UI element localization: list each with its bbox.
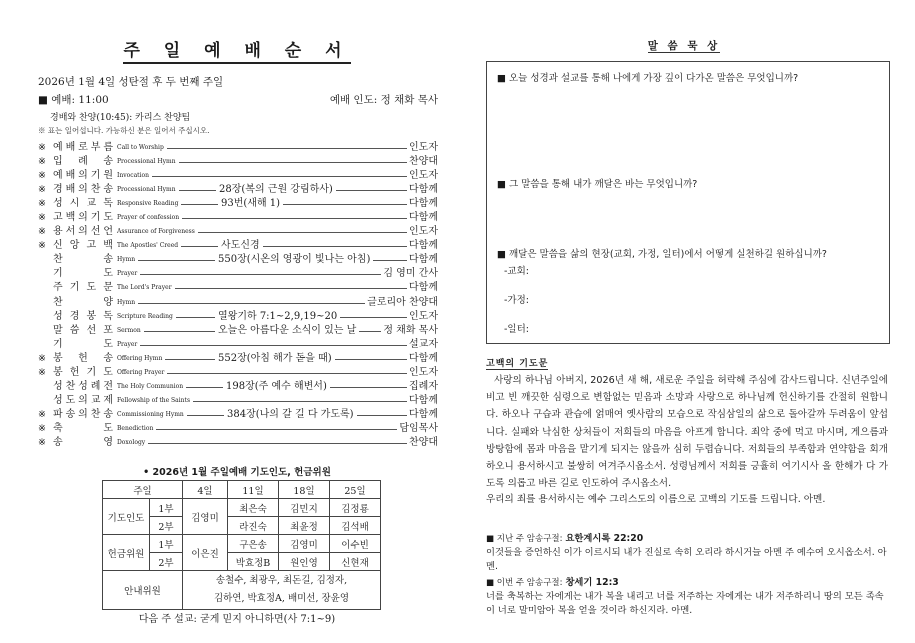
table-cell: 1부 — [150, 535, 183, 553]
order-item — [38, 211, 438, 225]
name-char: 영 — [103, 436, 113, 448]
order-item-detail: 198장(주 예수 해변서) — [226, 380, 327, 392]
name-char: 송 — [65, 408, 76, 420]
meditation-title: 말 씀 묵 상 — [647, 40, 721, 52]
table-header: 주일 — [103, 481, 183, 499]
order-item — [38, 366, 438, 380]
order-item-role: 다함께 — [409, 282, 438, 294]
question-1: ■ 오늘 성경과 설교를 통해 나에게 가장 깊이 다가온 말씀은 무엇입니까? — [497, 73, 799, 84]
order-item — [38, 436, 438, 450]
prayer-body: 사랑의 하나님 아버지, 2026년 새 해, 새로운 주일을 허락해 주심에 감사드립니다. 신년주일에 비고 빈 깨끗한 심령으로 변함없는 믿음과 소망과 사랑으로 하나님께 헌신하기를 간절히 원합니다. 하오나 구습과 관습에 얽매여 옛사람의 모습으로 작심삼일의 삶으로 돌아갈까 두려움이 앞섭니다. 실패와 낙심한 상처들이 저희들의 마음을 아프게 합니다. 죄악 중에 먹고 마시며, 게으름과 방탕함에 몸과 마음을 맡기게 되지는 않을까 심히 두렵습니다. 저희들의 부족함과 연약함을 회개하오니 용서하시고 불쌍히 여겨주시옵소서. 성령님께서 저희를 긍휼히 여기시사 올 한해가 다 가도록 의롭고 바른 길로 인도하여 주시옵소서. — [486, 375, 888, 490]
name-char: 예 — [53, 170, 63, 182]
prayer-title: 고백의 기도문 — [486, 356, 548, 370]
table-cell: 헌금위원 — [103, 535, 150, 571]
name-char: 찬 — [90, 408, 101, 420]
order-item — [38, 239, 438, 253]
table-cell: 최윤정 — [279, 517, 330, 535]
name-char: 시 — [69, 198, 80, 210]
leader-line — [198, 232, 407, 233]
name-char: 서 — [65, 226, 76, 238]
table-header: 25일 — [330, 481, 381, 499]
leader-line — [167, 148, 407, 149]
order-item-english: Benediction — [117, 424, 154, 432]
name-char: 의 — [78, 226, 88, 238]
name-char: 의 — [78, 184, 88, 196]
verse-label: ■ 이번 주 암송구절: — [486, 578, 563, 588]
order-item-name — [53, 366, 113, 380]
order-item-detail: 552장(아침 해가 돋을 때) — [218, 352, 332, 364]
leader-line — [156, 429, 397, 430]
order-item-name — [53, 380, 113, 394]
name-char: 독 — [103, 198, 113, 210]
name-char: 송 — [53, 436, 63, 448]
stand-mark: ※ — [38, 184, 46, 196]
name-char: 헌 — [69, 366, 80, 378]
order-item — [38, 141, 438, 155]
leader-line — [263, 246, 407, 247]
leader-line — [359, 331, 381, 332]
order-item-role: 다함께 — [409, 198, 438, 210]
order-item-english: The Lord's Prayer — [117, 284, 172, 292]
order-item-name — [53, 310, 113, 324]
order-item-english: Call to Worship — [117, 144, 164, 151]
order-item-english: Fellowship of the Saints — [117, 396, 191, 404]
leader-line — [373, 260, 407, 261]
order-item-name — [53, 324, 113, 338]
order-item — [38, 183, 438, 197]
order-item-name — [53, 225, 113, 239]
answer-work: -일터: — [504, 324, 529, 335]
name-char: 선 — [86, 324, 97, 336]
leader-line — [187, 415, 224, 416]
leader-line — [138, 303, 365, 304]
order-item-name — [53, 211, 113, 225]
ushers-line: 김하연, 박효정A, 배미선, 장윤영 — [213, 593, 350, 604]
leader-line — [140, 274, 381, 275]
name-char: 찬 — [53, 296, 63, 308]
committee-title: • 2026년 1월 주일예배 기도인도, 헌금위원 — [143, 467, 331, 478]
verse-label: ■ 지난 주 암송구절: — [486, 534, 563, 544]
order-item-english: Responsive Reading — [117, 200, 179, 208]
name-char: 앙 — [69, 240, 80, 252]
order-item-name — [53, 436, 125, 450]
leader-line — [165, 359, 215, 360]
order-item-role: 인도자 — [409, 170, 438, 182]
leader-line — [340, 317, 407, 318]
stand-mark: ※ — [38, 352, 46, 364]
name-char: 찬 — [65, 380, 76, 392]
order-item-english: Invocation — [117, 172, 149, 180]
name-char: 신 — [53, 240, 63, 252]
stand-mark: ※ — [38, 422, 46, 434]
order-item-role: 인도자 — [409, 226, 438, 238]
order-item-name — [53, 352, 113, 366]
name-char: 고 — [53, 212, 63, 224]
name-char: 성 — [53, 310, 63, 322]
order-item — [38, 338, 438, 352]
service-time: ■ 예배: 11:00 — [38, 94, 109, 106]
table-cell: 김정룡 — [330, 499, 381, 517]
order-item-role: 인도자 — [409, 310, 438, 322]
order-item-name — [53, 155, 113, 169]
leader-line — [176, 317, 215, 318]
table-cell — [183, 571, 381, 610]
name-char: 봉 — [86, 310, 97, 322]
name-char: 교 — [86, 198, 97, 210]
name-char: 도 — [86, 282, 97, 294]
prayer-ending: 우리의 죄를 용서하시는 예수 그리스도의 이름으로 고백의 기도를 드립니다. 아멘. — [486, 494, 826, 505]
leader-line — [167, 373, 407, 374]
leader-line — [148, 443, 407, 444]
order-item — [38, 408, 438, 422]
order-item-english: The Apostles' Creed — [117, 242, 179, 250]
verse-reference: 요한계시록 22:20 — [565, 533, 644, 544]
table-header: 11일 — [228, 481, 279, 499]
name-char: 기 — [69, 282, 80, 294]
leader-line — [181, 204, 218, 205]
name-char: 교 — [90, 394, 101, 406]
name-char: 송 — [103, 254, 113, 266]
table-cell: 구은송 — [228, 535, 279, 553]
name-char: 헌 — [78, 352, 88, 364]
name-char: 성 — [53, 394, 63, 406]
name-char: 부 — [90, 142, 101, 153]
stand-mark: ※ — [38, 226, 46, 238]
name-char: 제 — [103, 394, 113, 406]
order-item-english: Scripture Reading — [117, 312, 173, 320]
order-item — [38, 281, 438, 295]
name-char: 도 — [103, 338, 113, 350]
order-item-role: 다함께 — [409, 352, 438, 364]
name-char: 예 — [53, 142, 63, 153]
table-header: 18일 — [279, 481, 330, 499]
table-row — [103, 571, 381, 610]
name-char: 포 — [103, 324, 113, 336]
order-of-service — [38, 141, 438, 450]
name-char: 주 — [53, 282, 63, 294]
table-cell: 최은숙 — [228, 499, 279, 517]
stand-mark: ※ — [38, 212, 46, 224]
name-char: 경 — [69, 310, 80, 322]
name-char: 전 — [103, 380, 113, 392]
order-item-role: 글로리아 찬양대 — [367, 296, 438, 308]
table-cell: 라진숙 — [228, 517, 279, 535]
leader-line — [175, 288, 407, 289]
order-item-detail: 28장(복의 근원 강림하사) — [219, 184, 333, 196]
service-time-row — [38, 92, 438, 107]
leader-line — [181, 246, 218, 247]
name-char: 말 — [53, 324, 63, 336]
leader-line — [336, 190, 407, 191]
leader-line — [140, 345, 407, 346]
stand-mark: ※ — [38, 142, 46, 153]
order-item-detail: 열왕기하 7:1~2,9,19~20 — [218, 310, 338, 322]
order-item-role: 다함께 — [409, 212, 438, 224]
name-char: 도 — [103, 268, 113, 280]
name-char: 기 — [86, 366, 97, 378]
name-char: 도 — [103, 212, 113, 224]
order-item-name — [53, 169, 113, 183]
leader-line — [193, 401, 407, 402]
page-title: 주 일 예 배 순 서 — [32, 36, 442, 61]
name-char: 선 — [90, 226, 101, 238]
name-char: 축 — [53, 422, 63, 434]
name-char: 봉 — [53, 352, 63, 364]
name-char: 경 — [53, 184, 63, 196]
name-char: 도 — [65, 394, 76, 406]
leader-line — [182, 218, 407, 219]
order-item-detail: 550장(시온의 영광이 빛나는 아침) — [218, 254, 371, 266]
order-item-english: Assurance of Forgiveness — [117, 228, 195, 236]
table-cell: 이수빈 — [330, 535, 381, 553]
table-cell: 2부 — [150, 517, 183, 535]
name-char: 성 — [53, 380, 63, 392]
order-item — [38, 267, 438, 281]
order-item-english: Hymn — [117, 298, 136, 306]
name-char: 독 — [103, 310, 113, 322]
name-char: 도 — [103, 366, 113, 378]
name-char: 배 — [65, 142, 76, 153]
name-char: 의 — [78, 394, 88, 406]
name-char: 언 — [103, 226, 113, 238]
leader-line — [186, 387, 223, 388]
stand-mark: ※ — [38, 240, 46, 252]
order-item-name — [53, 281, 113, 295]
leader-line — [152, 176, 407, 177]
order-item-english: Prayer of confession — [117, 214, 180, 222]
order-item-english: Prayer — [117, 270, 138, 278]
order-item-name — [53, 141, 113, 155]
name-char: 기 — [90, 170, 101, 182]
order-item — [38, 296, 438, 310]
table-cell: 2부 — [150, 553, 183, 571]
table-cell: 기도인도 — [103, 499, 150, 535]
name-char: 원 — [103, 170, 113, 182]
order-item-role: 집례자 — [409, 380, 438, 392]
order-item — [38, 394, 438, 408]
order-item-name — [53, 422, 125, 436]
order-item-role: 찬양대 — [409, 436, 438, 448]
name-char: 의 — [78, 170, 88, 182]
this-week-verse — [486, 576, 888, 618]
order-item-role: 인도자 — [409, 142, 438, 153]
order-item-english: Processional Hymn — [117, 186, 176, 194]
order-item — [38, 324, 438, 338]
name-char: 의 — [78, 408, 88, 420]
answer-home: -가정: — [504, 295, 529, 306]
stand-mark: ※ — [38, 170, 46, 182]
name-char: 입 — [53, 156, 63, 168]
table-cell: 박효정B — [228, 553, 279, 571]
order-item-name — [53, 197, 113, 211]
order-item-name — [53, 239, 113, 253]
order-item-english: Sermon — [117, 326, 141, 334]
table-cell: 김영미 — [279, 535, 330, 553]
order-item-role: 다함께 — [409, 408, 438, 420]
name-char: 용 — [53, 226, 63, 238]
verse-text: 너를 축복하는 자에게는 내가 복을 내리고 너를 저주하는 자에게는 내가 저주하리니 땅의 모든 족속이 너로 말미암아 복을 얻을 것이라 하신지라. 아멘. — [486, 591, 884, 616]
question-3: ■ 깨달은 말씀을 삶의 현장(교회, 가정, 일터)에서 어떻게 실천하길 원하십니까? — [497, 249, 827, 260]
name-char: 례 — [90, 380, 101, 392]
table-row — [103, 499, 381, 517]
name-char: 씀 — [69, 324, 80, 336]
stand-mark: ※ — [38, 156, 46, 168]
order-item-role: 찬양대 — [409, 156, 438, 168]
name-char: 송 — [103, 352, 113, 364]
name-char: 파 — [53, 408, 63, 420]
table-cell: 이은진 — [183, 535, 228, 571]
table-header: 4일 — [183, 481, 228, 499]
leader-line — [179, 190, 216, 191]
order-item-name — [53, 267, 125, 281]
order-item-role: 다함께 — [409, 254, 438, 266]
answer-church: -교회: — [504, 266, 529, 277]
meditation-box — [486, 61, 890, 344]
order-item-role: 담임목사 — [399, 422, 438, 434]
order-item-english: Doxology — [117, 438, 146, 446]
name-char: 문 — [103, 282, 113, 294]
order-item-role: 다함께 — [409, 394, 438, 406]
order-item — [38, 310, 438, 324]
order-item-name — [53, 183, 113, 197]
name-char: 로 — [78, 142, 88, 153]
order-item — [38, 197, 438, 211]
standing-note: ※ 표는 일어섭니다. 가능하신 분은 일어서 주십시오. — [38, 126, 210, 135]
stand-mark: ※ — [38, 408, 46, 420]
name-char: 백 — [103, 240, 113, 252]
order-item-role: 다함께 — [409, 240, 438, 252]
leader-line — [138, 260, 215, 261]
table-cell: 안내위원 — [103, 571, 183, 610]
name-char: 례 — [78, 156, 88, 168]
order-item-english: Hymn — [117, 256, 136, 264]
order-item-name — [53, 394, 113, 408]
order-item — [38, 253, 438, 267]
question-2: ■ 그 말씀을 통해 내가 깨달은 바는 무엇입니까? — [497, 179, 698, 190]
leader-line — [179, 162, 407, 163]
name-char: 송 — [103, 184, 113, 196]
order-item-name — [53, 253, 125, 267]
name-char: 배 — [65, 170, 76, 182]
order-item-english: Offering Prayer — [117, 368, 165, 376]
name-char: 성 — [53, 198, 63, 210]
name-char: 송 — [103, 156, 113, 168]
praise-time: 경배와 찬양(10:45): 카리스 찬양팀 — [50, 113, 191, 123]
verse-text: 이것들을 증언하신 이가 이르시되 내가 진실로 속히 오리라 하시거늘 아멘 주 예수여 오시옵소서. 아멘. — [486, 547, 887, 572]
order-item-detail: 사도신경 — [221, 240, 260, 252]
leader-line — [335, 359, 407, 360]
order-item-detail: 384장(나의 갈 길 다 가도록) — [227, 408, 354, 420]
name-char: 성 — [78, 380, 88, 392]
order-item-detail: 오늘은 아름다운 소식이 있는 날 — [218, 324, 357, 336]
order-item-role: 설교자 — [409, 338, 438, 350]
verse-reference: 창세기 12:3 — [565, 577, 619, 588]
name-char: 기 — [53, 338, 63, 350]
order-item-name — [53, 408, 113, 422]
table-row — [103, 481, 381, 499]
stand-mark: ※ — [38, 436, 46, 448]
order-item-english: Prayer — [117, 340, 138, 348]
order-item — [38, 352, 438, 366]
name-char: 봉 — [53, 366, 63, 378]
name-char: 름 — [103, 142, 113, 153]
table-cell: 김석배 — [330, 517, 381, 535]
order-item — [38, 225, 438, 239]
name-char: 배 — [65, 184, 76, 196]
service-date: 2026년 1월 4일 성탄절 후 두 번째 주일 — [38, 76, 224, 88]
committee-table — [102, 480, 381, 610]
name-char: 기 — [90, 212, 101, 224]
order-item-english: Processional Hymn — [117, 158, 176, 166]
leader-line — [330, 387, 407, 388]
order-item-name — [53, 296, 125, 310]
table-row — [103, 535, 381, 553]
name-char: 의 — [78, 212, 88, 224]
order-item-role: 다함께 — [409, 184, 438, 196]
leader-line — [283, 204, 407, 205]
last-week-verse — [486, 532, 888, 574]
worship-leader: 예배 인도: 정 채화 목사 — [329, 94, 438, 106]
order-item-english: The Holy Communion — [117, 382, 184, 390]
name-char: 도 — [103, 422, 113, 434]
order-item-english: Offering Hymn — [117, 354, 163, 362]
order-item — [38, 169, 438, 183]
name-char: 찬 — [90, 184, 101, 196]
leader-line — [144, 331, 215, 332]
table-cell: 김민지 — [279, 499, 330, 517]
order-item-english: Commissioning Hymn — [117, 410, 184, 418]
order-item-role: 정 채화 목사 — [383, 324, 438, 336]
leader-line — [357, 415, 407, 416]
order-item-role: 김 영미 간사 — [383, 268, 438, 280]
name-char: 송 — [103, 408, 113, 420]
table-cell: 신현재 — [330, 553, 381, 571]
name-char: 고 — [86, 240, 97, 252]
table-cell: 김영미 — [183, 499, 228, 535]
order-item-name — [53, 338, 125, 352]
stand-mark: ※ — [38, 366, 46, 378]
order-item — [38, 155, 438, 169]
name-char: 백 — [65, 212, 76, 224]
table-cell: 원인영 — [279, 553, 330, 571]
order-item-role: 인도자 — [409, 366, 438, 378]
name-char: 기 — [53, 268, 63, 280]
order-item — [38, 380, 438, 394]
table-cell: 1부 — [150, 499, 183, 517]
order-item-detail: 93번(새해 1) — [221, 198, 281, 210]
ushers-line: 송철수, 최광우, 최돈길, 김정자, — [215, 575, 348, 586]
name-char: 양 — [103, 296, 113, 308]
next-sermon: 다음 주 설교: 굳게 믿지 아니하면(사 7:1~9) — [138, 614, 336, 625]
order-item — [38, 422, 438, 436]
name-char: 찬 — [53, 254, 63, 266]
stand-mark: ※ — [38, 198, 46, 210]
